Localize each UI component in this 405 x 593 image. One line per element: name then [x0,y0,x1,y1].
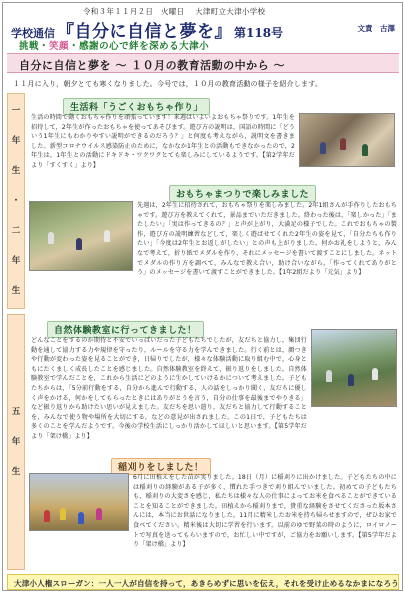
school-slogan [19,38,209,52]
grade-char: 年 [11,136,21,146]
slogan-part: ・ [69,41,80,52]
slogan-part: 挑戦 [19,41,40,52]
issue-number: 第118号 [234,26,284,40]
grade-label-1-2 [7,93,25,309]
newsletter-page [2,2,403,591]
grade-char: 生 [11,166,21,176]
newsletter-prefix: 学校通信 [11,27,55,40]
grade-char: 一 [11,106,21,116]
masthead [11,17,397,51]
slogan-part: ・ [39,41,50,52]
photo-toy-festival [29,201,133,271]
article-body-nature-camp: どんなことをするのか期待と不安でいっぱいだった子どもたちでしたが，友だちと協力し，集団行動を通して協力する力や規律を守ったり，ルールを守る力を学んできました。行く前とは，顔つきや行動が変わった姿を見ることができ，日帰りでしたが，様々な体験活動に取り組む中で，心身ともにたくましく成長したことを感じました。自然体験教室を終えて，振り返りをしました。自然体験教室で学んだことを，これから生活にどのように生かしていけるかについて考えました。子どもたちからは，「5分前行動をする，自分から進んで行動する，人の話をしっかり聞く，友だちに優しく声をかける，何かをしてもらったときにはありがとうを言う，自分の仕事を最後までやりきる」など振り返りから助けたい思いが見えました。友だちを思い遣り，友だちと協力して行動することを，みんなで使う物や場所を大切にする，などの意見が出されました。この1日で，子どもたちは多くのことを学んだようです。今後の学校生活にしっかり活かしてほしいと思います。【第5学年だより「架け橋」より】 [31,337,307,440]
slogan-text: 大津小人権スローガン：一人一人が自信を持って，あきらめずに思いを伝え，それを受け止めるなかまになろう [14,579,399,588]
article-title-nature-camp: 自然体験教室に行ってきました！ [47,321,204,338]
grade-char: ・ [11,196,21,206]
article-body-rice-harvest: 6月に田植えをした苗が実りました。18日（月）に稲刈りに出かけました。子どもたちの中には稲刈りの経験がある子が多く，慣れた手つきで刈り組んでいました。初めての子どもたちも，稲刈りの大変さを感じ，私たちは様々な人の仕事によってお米を食べることができていることを知ることができました。田植えから稲刈りまで，貴重な経験をさせてくださった坂本さんには，本当にお世話になりました。11月に精米したお米を持ち帰らせますので，ぜひお家で食べてください。精米後は大切に学習を行います。以前のゆで野菜の時のように，ロイロノートで写真を送ってもらいますので，お忙しい中ですが，ご協力をお願いします。【第5学年だより「架け橋」より】 [133,474,397,549]
article-title-rice-harvest: 稲刈りをしました！ [111,458,211,475]
grade-char: 二 [11,226,21,236]
article-title-toy-festival: おもちゃまつりで楽しみました [169,185,316,202]
date-line [83,6,403,17]
grade-char: 生 [11,467,21,477]
newsletter-name: 『自分に自信と夢を』 [57,22,232,42]
photo-toy-making [299,113,395,167]
section-banner [7,53,399,73]
article-title-toy-making: 生活科「うごくおもちゃ作り」 [63,98,210,115]
grade-char: 生 [11,286,21,296]
slogan-part: 笑顔 [49,41,70,52]
school-name: 大津町立大津小学校 [195,7,266,16]
article-body-toy-making: 生活の時間で動くおもちゃ作りを頑張っています！来週はいよいよおもちゃ祭りです。1年生を招待して，2年生が作ったおもちゃを使ってあそびます。遊び方の説明は，国語の時間に「どういう1年生にもわかりやすい説明ができるのだろう？」と何度も考えながら，説明文を書きました。新型コロナウイルス感染防止のために，なかなか1年生との活動もできなかったので，2年生は，1年生との活動にドキドキ・ワクワクとても楽しみにしているようです。【第2学年だより「すくすく」より】 [31,114,295,169]
grade-char: 年 [11,256,21,266]
article-body-toy-festival: 先週は，2年生に招待されて，おもちゃ祭りを楽しみました。2年1組さんが手作りしたおもちゃです。遊び方を教えてくれて，景品までいただきました。終わった後は，「楽しかった」「またしたい」「実は作ってきるの？」と声が上がり，大満足の様子でした。これでおもちゃの製作，遊び方の説明練習などして，楽しく遊ばせてくれた2年生の姿を見て，「自分たちも作りたい」「今度は2年生とお返しがしたい」との声も上がりました。何かお礼をしようと，みんなで考えて，折り紙でメダルを作り，それにメッセージを書いて渡すことにしました。ネットでメダルの作り方を調べて，みんなで教え合い，助け合いながら，「作ってくれてありがとう」のメッセージを書いて渡すことができました。【1年2組だより「元気」より】 [137,202,397,277]
photo-rice-harvest [29,473,129,531]
slogan-part: 感謝の心で絆を深める大津小 [79,41,210,52]
human-rights-slogan [7,574,399,590]
publisher: 文責 古澤 [357,24,395,33]
banner-title: 自分に自信と夢を ～ １０月の教育活動の中から ～ [19,59,285,72]
photo-nature-camp [311,329,397,407]
grade-char: 年 [11,437,21,447]
intro-text: １１月に入り，朝夕とても寒くなりました。今号では，１０月の教育活動の様子を紹介します。 [13,80,323,88]
issue-date: 令和３年１１月２日 火曜日 [83,7,185,16]
grade-char: 五 [11,407,21,417]
grade-label-5 [7,314,25,570]
